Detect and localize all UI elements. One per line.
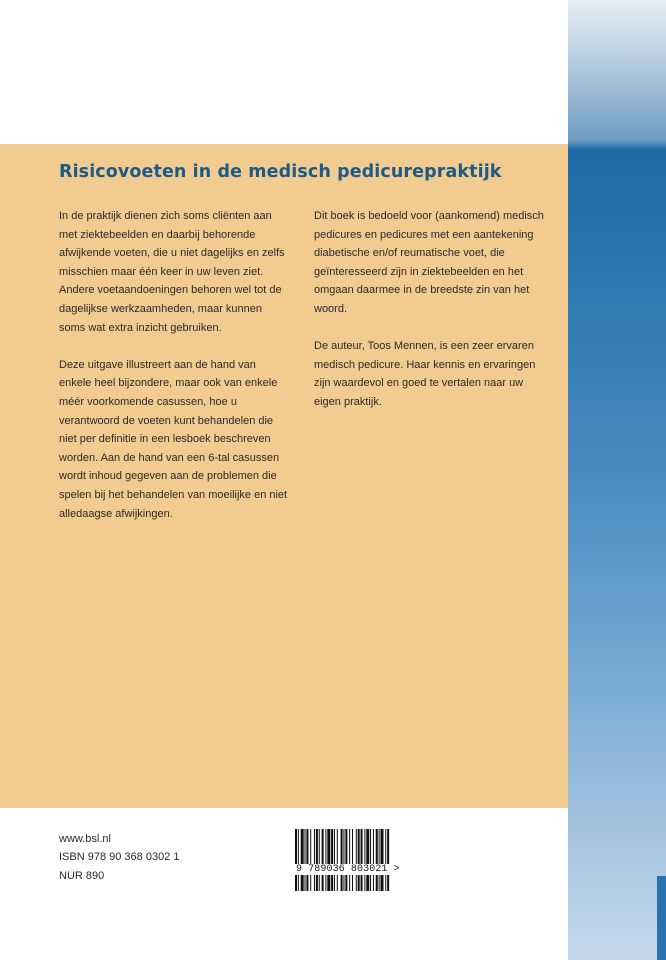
blurb-paragraph: Deze uitgave illustreert aan de hand van enkele heel bijzondere, maar ook van enkele méér voorkomende casussen, hoe u verantwoord de voeten kunt behandelen die niet per definitie in een lesboek beschreven worden. Aan de hand van een 6-tal casussen wordt inhoud gegeven aan de problemen die spelen bij het behandelen van moeilijke en niet alledaagse afwijkingen. [59,358,288,520]
barcode-bar [358,829,360,891]
publisher-imprint [59,830,179,885]
barcode-bar [316,829,318,891]
barcode-bar [376,829,378,891]
barcode-bar [379,829,380,891]
barcode-bar [319,829,320,891]
isbn-barcode [292,827,416,895]
blurb-paragraph: In de praktijk dienen zich soms cliënten aan met ziektebeelden en daarbij behorende afwijkende voeten, die u niet dagelijks en zelfs misschien maar één keer in uw leven ziet. Andere voetaandoeningen behoren wel tot de dagelijkse werkzaamheden, maar kunnen soms wat extra inzicht gebruiken. [59,210,285,334]
barcode-bar [341,829,343,891]
barcode-bar [352,829,353,891]
barcode-bar [306,829,308,891]
blurb-right-column [314,207,544,430]
barcode-bar [322,829,324,891]
barcode-bar [373,829,374,891]
blurb-left-column [59,207,291,542]
barcode-bar [381,829,384,891]
barcode-bar [366,829,369,891]
barcode-bar [387,829,389,891]
blurb-paragraph: Dit boek is bedoeld voor (aankomend) medisch pedicures en pedicures met een aantekening diabetische en/of reumatische voet, die geïnteresseerd zijn in ziektebeelden en het omgaan daarmee in de breedste zin van het woord. [314,210,544,315]
blue-side-band [568,0,666,960]
barcode-bar [361,829,363,891]
barcode-bar [364,829,365,891]
barcode-bar [295,829,297,891]
barcode-bar [325,829,326,891]
isbn-number: ISBN 978 90 368 0302 1 [59,851,180,864]
barcode-digits: 9 789036 803021 > [296,864,400,875]
book-title: Risicovoeten in de medisch pedicurepraktijk [59,162,502,182]
barcode-bar [385,829,386,891]
blurb-paragraph: De auteur, Toos Mennen, is een zeer ervaren medisch pedicure. Haar kennis en ervaringen zijn waardevol en goed te vertalen naar uw eigen praktijk. [314,340,536,408]
barcode-icon [292,827,416,895]
barcode-bar [334,829,335,891]
barcode-bar [349,829,350,891]
publisher-website: www.bsl.nl [59,833,111,845]
barcode-bar [305,829,306,891]
barcode-bar [327,829,330,891]
barcode-bar [356,829,357,891]
barcode-bar [345,829,347,891]
barcode-bar [298,829,299,891]
nur-code: NUR 890 [59,869,105,882]
top-white-area [0,0,568,144]
barcode-bar [331,829,333,891]
barcode-bar [370,829,371,891]
barcode-bar [337,829,338,891]
blue-edge-tab [657,876,666,960]
barcode-bar [343,829,344,891]
barcode-bar [301,829,304,891]
barcode-bar [310,829,311,891]
barcode-bar [314,829,315,891]
